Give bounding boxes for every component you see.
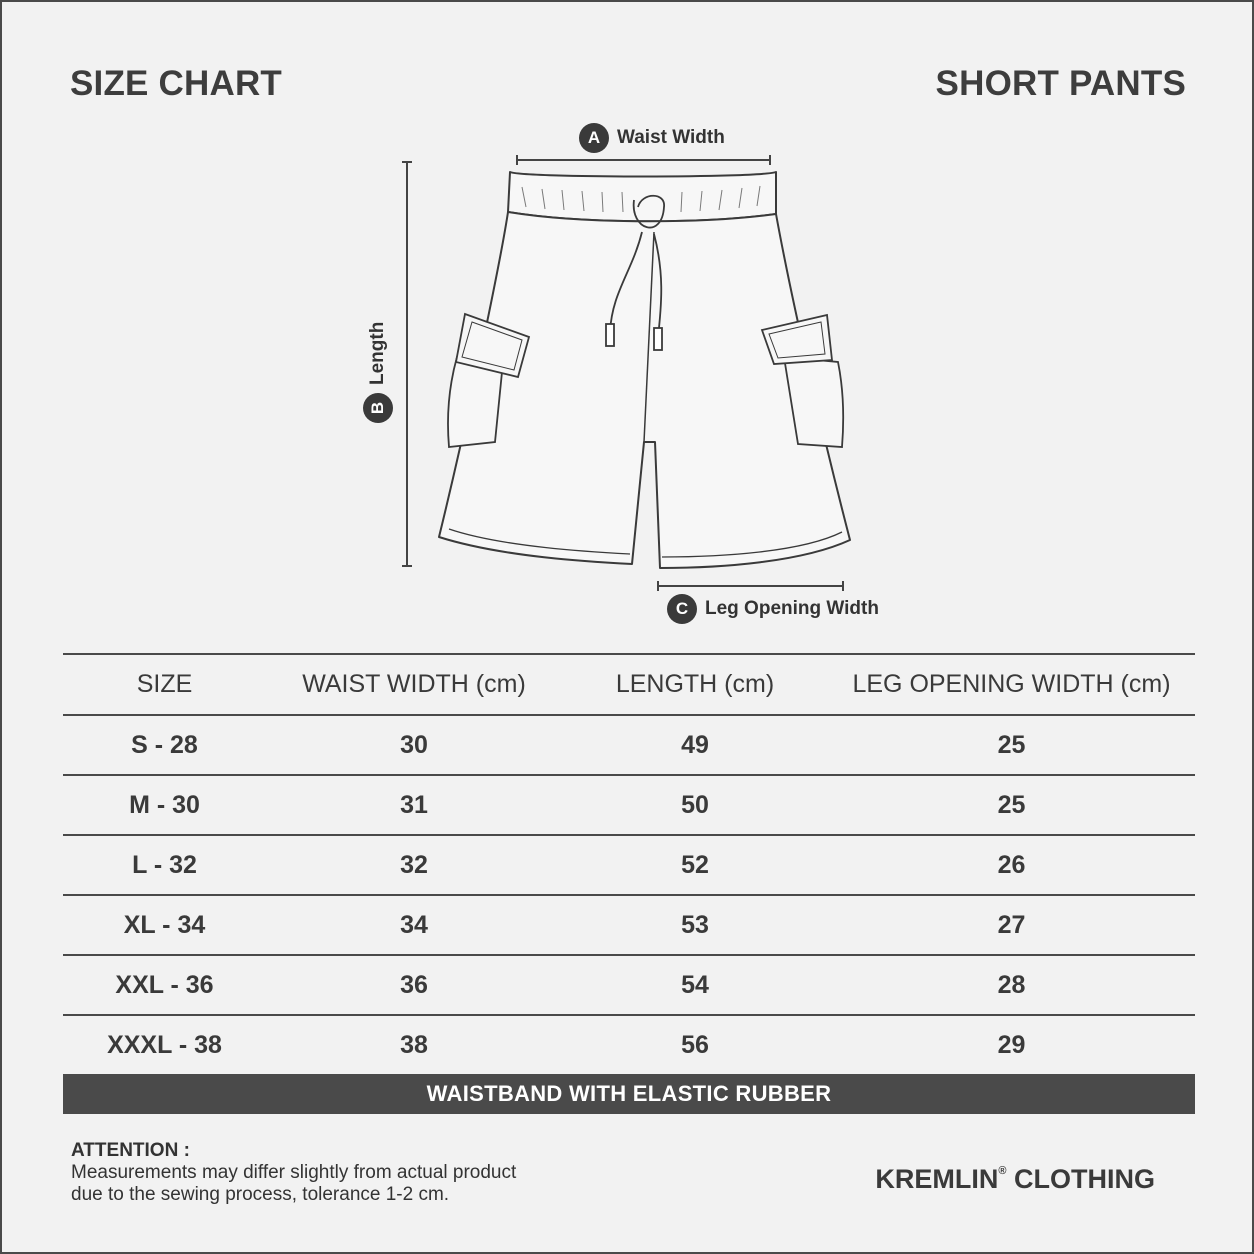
cell-size: L - 32 bbox=[63, 835, 266, 895]
cell-leg: 27 bbox=[828, 895, 1195, 955]
cell-leg: 28 bbox=[828, 955, 1195, 1015]
header-waist: WAIST WIDTH (cm) bbox=[266, 654, 562, 715]
leg-opening-label bbox=[667, 594, 879, 624]
cell-waist: 38 bbox=[266, 1015, 562, 1074]
waistband-note-banner: WAISTBAND WITH ELASTIC RUBBER bbox=[63, 1074, 1195, 1114]
cell-length: 50 bbox=[562, 775, 828, 835]
cell-leg: 29 bbox=[828, 1015, 1195, 1074]
registered-mark: ® bbox=[998, 1165, 1007, 1177]
header-size: SIZE bbox=[63, 654, 266, 715]
attention-note bbox=[71, 1140, 516, 1206]
table-row bbox=[63, 835, 1195, 895]
header-leg: LEG OPENING WIDTH (cm) bbox=[828, 654, 1195, 715]
cell-size: S - 28 bbox=[63, 715, 266, 775]
cell-leg: 25 bbox=[828, 715, 1195, 775]
waist-width-text: Waist Width bbox=[617, 127, 725, 148]
brand-name bbox=[875, 1164, 1155, 1195]
page-title: SIZE CHART bbox=[70, 64, 282, 103]
cell-waist: 31 bbox=[266, 775, 562, 835]
cell-length: 52 bbox=[562, 835, 828, 895]
cell-leg: 26 bbox=[828, 835, 1195, 895]
brand-main: KREMLIN bbox=[875, 1164, 999, 1194]
cell-waist: 32 bbox=[266, 835, 562, 895]
badge-a: A bbox=[579, 123, 609, 153]
leg-measure-line bbox=[658, 581, 843, 591]
cell-size: XL - 34 bbox=[63, 895, 266, 955]
cell-length: 56 bbox=[562, 1015, 828, 1074]
attention-line-2: due to the sewing process, tolerance 1-2 cm. bbox=[71, 1184, 450, 1205]
table-row bbox=[63, 775, 1195, 835]
length-label bbox=[363, 322, 393, 423]
cell-size: M - 30 bbox=[63, 775, 266, 835]
cell-size: XXXL - 38 bbox=[63, 1015, 266, 1074]
attention-line-1: Measurements may differ slightly from actual product bbox=[71, 1162, 517, 1183]
cell-length: 53 bbox=[562, 895, 828, 955]
cell-waist: 34 bbox=[266, 895, 562, 955]
badge-b: B bbox=[363, 393, 393, 423]
waist-width-label bbox=[579, 123, 725, 153]
size-table bbox=[63, 653, 1195, 1074]
cell-length: 49 bbox=[562, 715, 828, 775]
table-row bbox=[63, 895, 1195, 955]
table-row bbox=[63, 715, 1195, 775]
leg-opening-text: Leg Opening Width bbox=[705, 598, 879, 619]
table-row bbox=[63, 955, 1195, 1015]
product-type-title: SHORT PANTS bbox=[935, 64, 1186, 103]
cell-leg: 25 bbox=[828, 775, 1195, 835]
cell-waist: 30 bbox=[266, 715, 562, 775]
waist-measure-line bbox=[517, 155, 770, 165]
table-row bbox=[63, 1015, 1195, 1074]
attention-title: ATTENTION : bbox=[71, 1140, 190, 1161]
cell-waist: 36 bbox=[266, 955, 562, 1015]
badge-c: C bbox=[667, 594, 697, 624]
brand-suffix: CLOTHING bbox=[1006, 1164, 1155, 1194]
length-text: Length bbox=[367, 321, 388, 385]
length-measure-line bbox=[402, 162, 412, 566]
header-length: LENGTH (cm) bbox=[562, 654, 828, 715]
table-header-row bbox=[63, 654, 1195, 715]
shorts-diagram bbox=[2, 2, 1254, 642]
cell-size: XXL - 36 bbox=[63, 955, 266, 1015]
cell-length: 54 bbox=[562, 955, 828, 1015]
